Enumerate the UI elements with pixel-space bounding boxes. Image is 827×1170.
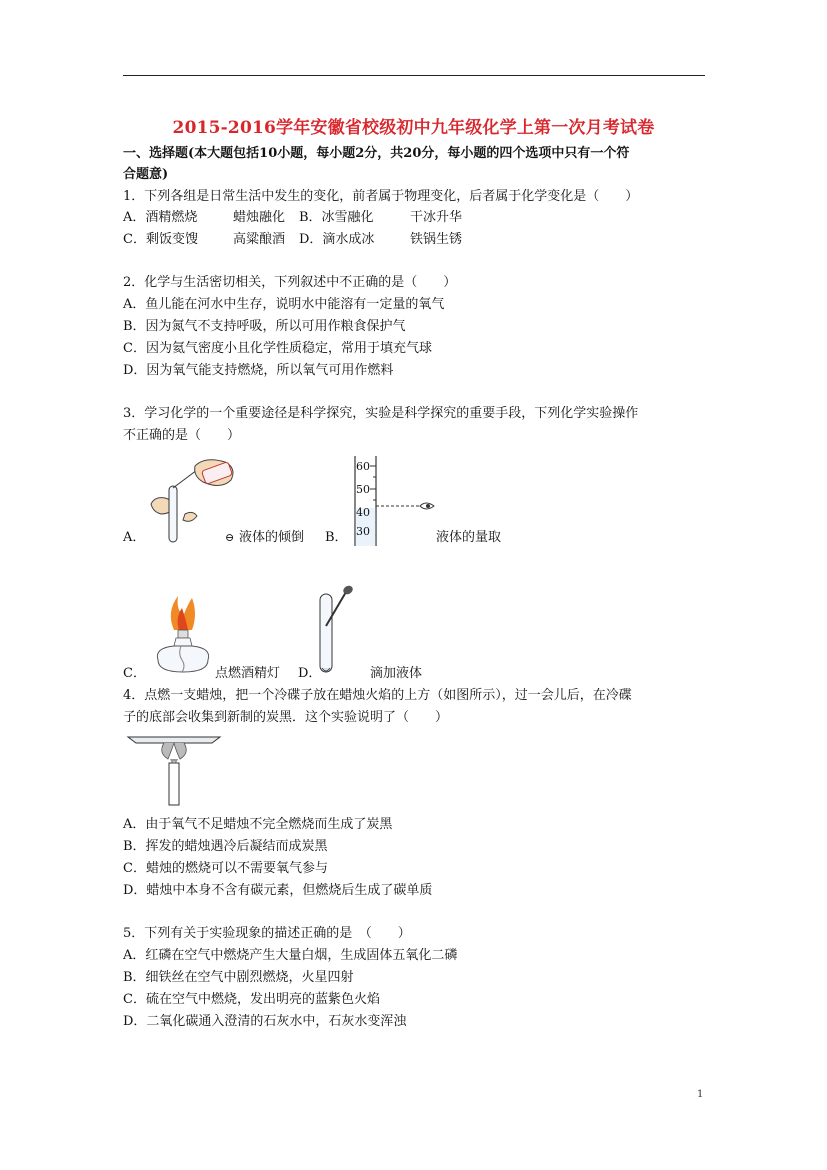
cylinder-tick-50: 50	[356, 483, 370, 496]
q3-stem: 3．学习化学的一个重要途径是科学探究，实验是科学探究的重要手段，下列化学实验操作	[123, 406, 639, 421]
q1-option-c-second: 高粱酿酒	[233, 232, 286, 247]
candle-plate-figure	[128, 735, 223, 807]
q1-option-d-second: 铁锅生锈	[410, 232, 463, 247]
header-rule	[123, 75, 705, 76]
alcohol-lamp-figure	[148, 590, 218, 685]
q3-option-b-caption: 液体的量取	[436, 530, 502, 545]
q3-option-d-caption: 滴加液体	[370, 666, 423, 681]
q4-option-d: D．蜡烛中本身不含有碳元素，但燃烧后生成了碳单质	[123, 883, 433, 898]
dropper-test-tube-figure	[318, 586, 358, 681]
page-title: 2015-2016学年安徽省校级初中九年级化学上第一次月考试卷	[172, 118, 655, 138]
q2-stem: 2．化学与生活密切相关，下列叙述中不正确的是（ ）	[123, 275, 457, 290]
section-heading: 一、选择题(本大题包括10小题，每小题2分，共20分，每小题的四个选项中只有一个符	[123, 146, 630, 161]
q4-option-b: B．挥发的蜡烛遇冷后凝结而成炭黑	[123, 839, 328, 854]
stopper-icon: ⊖	[225, 531, 235, 544]
q1-option-a-second: 蜡烛融化	[233, 210, 286, 225]
section-heading-cont: 合题意)	[123, 167, 169, 182]
q3-option-c-caption: 点燃酒精灯	[215, 666, 281, 681]
q4-stem-cont: 子的底部会收集到新制的炭黑．这个实验说明了（ ）	[123, 710, 449, 725]
q2-option-d: D．因为氧气能支持燃烧，所以氧气可用作燃料	[123, 363, 394, 378]
q1-option-a: A．酒精燃烧	[123, 210, 198, 225]
q5-option-a: A．红磷在空气中燃烧产生大量白烟，生成固体五氧化二磷	[123, 948, 458, 963]
q1-option-b-second: 干冰升华	[410, 210, 463, 225]
q5-stem: 5．下列有关于实验现象的描述正确的是 （ ）	[123, 926, 411, 941]
q5-option-c: C．硫在空气中燃烧，发出明亮的蓝紫色火焰	[123, 992, 380, 1007]
q3-option-a-caption: 液体的倾倒	[239, 530, 305, 545]
q3-option-c-letter: C．	[123, 666, 146, 681]
q3-stem-cont: 不正确的是（ ）	[123, 428, 241, 443]
q4-option-a: A．由于氧气不足蜡烛不完全燃烧而生成了炭黑	[123, 817, 393, 832]
q3-option-a-letter: A．	[123, 530, 146, 545]
cylinder-tick-40: 40	[356, 506, 370, 519]
q3-option-d-letter: D．	[298, 666, 322, 681]
cylinder-tick-30: 30	[356, 525, 370, 538]
q4-option-c: C．蜡烛的燃烧可以不需要氧气参与	[123, 861, 328, 876]
q1-option-c: C．剩饭变馊	[123, 232, 198, 247]
q2-option-b: B．因为氮气不支持呼吸，所以可用作粮食保护气	[123, 319, 406, 334]
q5-option-d: D．二氧化碳通入澄清的石灰水中，石灰水变浑浊	[123, 1014, 407, 1029]
cylinder-tick-60: 60	[356, 460, 370, 473]
q3-option-b-letter: B．	[325, 530, 348, 545]
q2-option-c: C．因为氦气密度小且化学性质稳定，常用于填充气球	[123, 341, 432, 356]
q1-option-d: D．滴水成冰	[299, 232, 375, 247]
q4-stem: 4．点燃一支蜡烛，把一个冷碟子放在蜡烛火焰的上方（如图所示），过一会儿后，在冷碟	[123, 688, 632, 703]
q1-row-ab	[123, 210, 197, 226]
q1-option-b: B．冰雪融化	[299, 210, 374, 225]
q2-option-a: A．鱼儿能在河水中生存，说明水中能溶有一定量的氧气	[123, 297, 445, 312]
q1-stem: 1．下列各组是日常生活中发生的变化，前者属于物理变化，后者属于化学变化是（ ）	[123, 189, 639, 204]
q5-option-b: B．细铁丝在空气中剧烈燃烧，火星四射	[123, 970, 354, 985]
page-number: 1	[697, 1089, 704, 1100]
